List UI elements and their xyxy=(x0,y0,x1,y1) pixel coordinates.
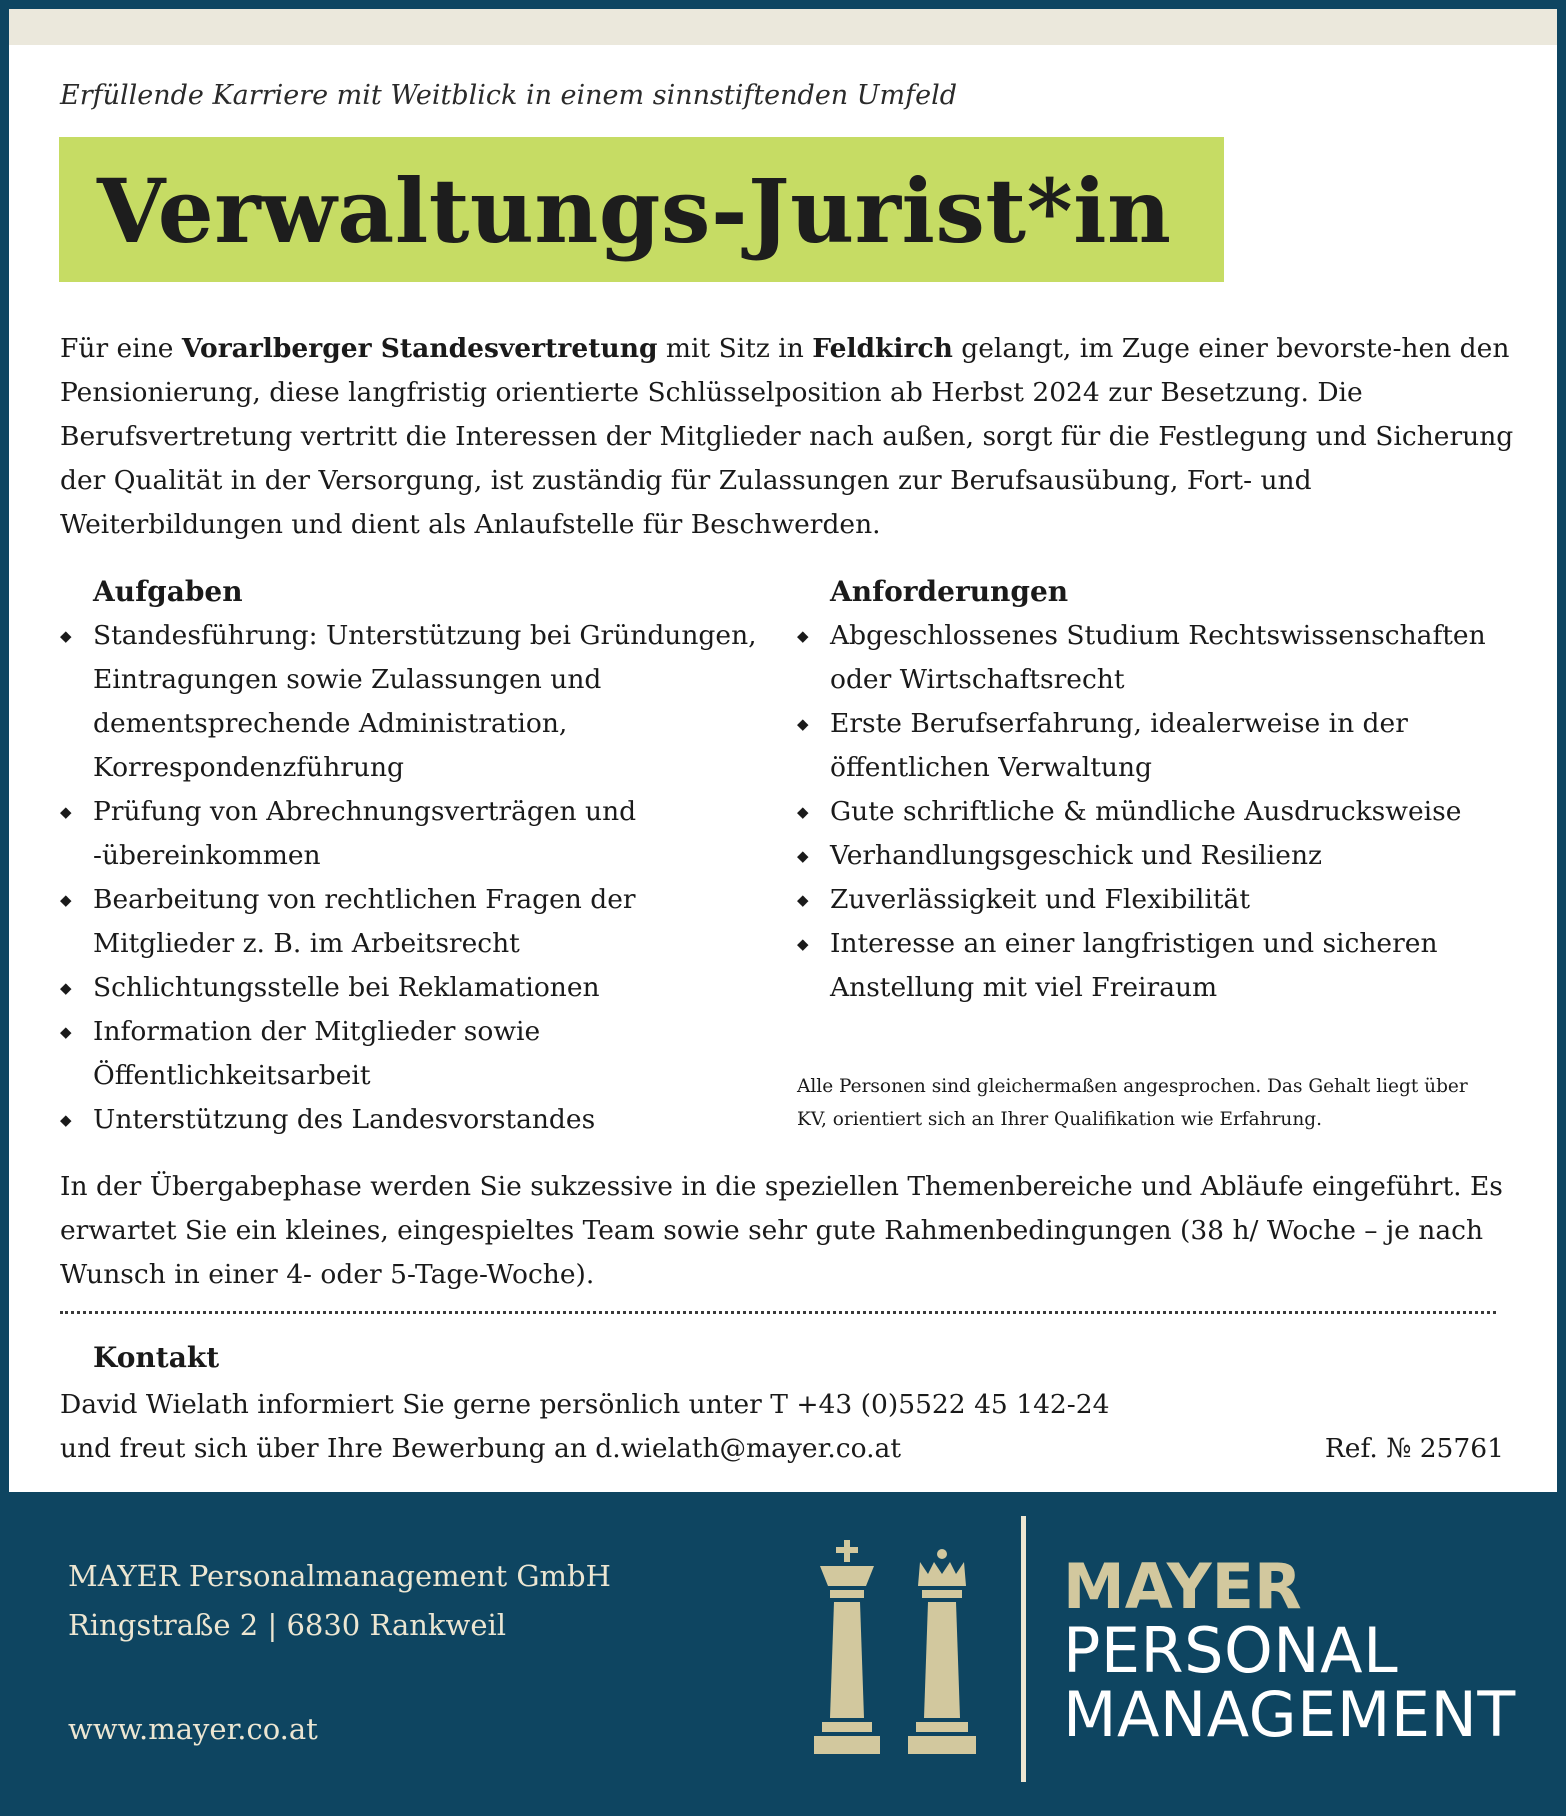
intro-text-1: Für eine xyxy=(60,333,182,364)
diamond-bullet-icon: ◆ xyxy=(797,935,809,953)
company-address xyxy=(68,1552,611,1650)
company-name: MAYER Personalmanagement GmbH xyxy=(68,1559,611,1593)
outro-paragraph: In der Übergabephase werden Sie sukzessive in die speziellen Themenbereiche und Abläufe eingeführt. Es erwartet Sie ein kleines, eingespieltes Team sowie sehr gute Rahmenbedingungen (38 h/ Woche – je nach Wunsch in einer 4- oder 5-Tage-Woche). xyxy=(60,1171,1503,1290)
intro-text-3: gelangt, im Zuge einer bevorste-hen den Pensionierung, diese langfristig orientierte Schlüsselposition ab Herbst 2024 zur Besetzung. Die Berufsvertretung vertritt die Interessen der Mitglieder nach außen, sorgt für die Festlegung und Sicherung der Qualität in der Versorgung, ist zuständig für Zulassungen zur Berufsausübung, Fort- und Weiterbildungen und dient als Anlaufstelle für Beschwerden. xyxy=(60,333,1514,540)
contact-info xyxy=(60,1383,1160,1471)
list-item: ◆ Bearbeitung von rechtlichen Fragen der Mitglieder z. B. im Arbeitsrecht xyxy=(60,878,760,966)
diamond-bullet-icon: ◆ xyxy=(60,1111,72,1129)
contact-line-phone: David Wielath informiert Sie gerne persönlich unter T +43 (0)5522 45 142-24 xyxy=(60,1389,1110,1420)
reference-number: Ref. № 25761 xyxy=(1324,1433,1504,1464)
list-item: ◆ Verhandlungsgeschick und Resilienz xyxy=(797,834,1527,878)
diamond-bullet-icon: ◆ xyxy=(797,891,809,909)
brand-mayer: MAYER xyxy=(1063,1550,1302,1623)
company-street: Ringstraße 2 | 6830 Rankweil xyxy=(68,1608,507,1642)
requirements-list xyxy=(797,614,1527,1010)
list-item: ◆ Unterstützung des Landesvorstandes xyxy=(60,1098,760,1142)
intro-text-2: mit Sitz in xyxy=(657,333,813,364)
intro-city: Feldkirch xyxy=(812,333,953,364)
brand-management: MANAGEMENT xyxy=(1063,1678,1516,1751)
requirements-section xyxy=(797,570,1527,1010)
diamond-bullet-icon: ◆ xyxy=(60,627,72,645)
top-band xyxy=(9,9,1557,45)
diamond-bullet-icon: ◆ xyxy=(60,891,72,909)
list-item: ◆ Zuverlässigkeit und Flexibilität xyxy=(797,878,1527,922)
tasks-section xyxy=(60,570,760,1142)
list-item: ◆ Gute schriftliche & mündliche Ausdrucksweise xyxy=(797,790,1527,834)
list-item: ◆ Schlichtungsstelle bei Reklamationen xyxy=(60,966,760,1010)
tagline: Erfüllende Karriere mit Weitblick in einem sinnstiftenden Umfeld xyxy=(60,80,958,111)
diamond-bullet-icon: ◆ xyxy=(797,803,809,821)
equal-opportunity-note: Alle Personen sind gleichermaßen angesprochen. Das Gehalt liegt über KV, orientiert sich an Ihrer Qualifikation wie Erfahrung. xyxy=(797,1076,1468,1130)
intro-paragraph xyxy=(60,327,1520,547)
list-item: ◆ Information der Mitglieder sowie Öffentlichkeitsarbeit xyxy=(60,1010,760,1098)
list-item: ◆ Standesführung: Unterstützung bei Gründungen, Eintragungen sowie Zulassungen und dementsprechende Administration, Korrespondenzführung xyxy=(60,614,760,790)
chess-pieces-logo-icon xyxy=(800,1540,1000,1760)
brand-logo xyxy=(1063,1550,1516,1751)
diamond-bullet-icon: ◆ xyxy=(797,715,809,733)
footer-divider xyxy=(1021,1516,1026,1782)
list-item: ◆ Erste Berufserfahrung, idealerweise in der öffentlichen Verwaltung xyxy=(797,702,1527,790)
diamond-bullet-icon: ◆ xyxy=(797,847,809,865)
diamond-bullet-icon: ◆ xyxy=(60,803,72,821)
dotted-divider xyxy=(60,1311,1496,1314)
contact-line-email: und freut sich über Ihre Bewerbung an d.wielath@mayer.co.at xyxy=(60,1433,901,1464)
diamond-bullet-icon: ◆ xyxy=(797,627,809,645)
list-item: ◆ Prüfung von Abrechnungsverträgen und -übereinkommen xyxy=(60,790,760,878)
website-link[interactable]: www.mayer.co.at xyxy=(68,1712,318,1746)
brand-personal: PERSONAL xyxy=(1063,1614,1399,1687)
contact-heading: Kontakt xyxy=(93,1341,220,1374)
intro-organization: Vorarlberger Standesvertretung xyxy=(181,333,658,364)
list-item: ◆ Abgeschlossenes Studium Rechtswissenschaften oder Wirtschaftsrecht xyxy=(797,614,1527,702)
diamond-bullet-icon: ◆ xyxy=(60,979,72,997)
chess-king-icon xyxy=(814,1540,880,1754)
chess-queen-icon xyxy=(908,1549,976,1754)
job-title: Verwaltungs-Jurist*in xyxy=(97,159,1172,263)
title-highlight xyxy=(59,137,1224,282)
list-item: ◆ Interesse an einer langfristigen und sicheren Anstellung mit viel Freiraum xyxy=(797,922,1527,1010)
diamond-bullet-icon: ◆ xyxy=(60,1023,72,1041)
tasks-list xyxy=(60,614,760,1142)
requirements-heading: Anforderungen xyxy=(830,575,1069,608)
tasks-heading: Aufgaben xyxy=(93,575,243,608)
